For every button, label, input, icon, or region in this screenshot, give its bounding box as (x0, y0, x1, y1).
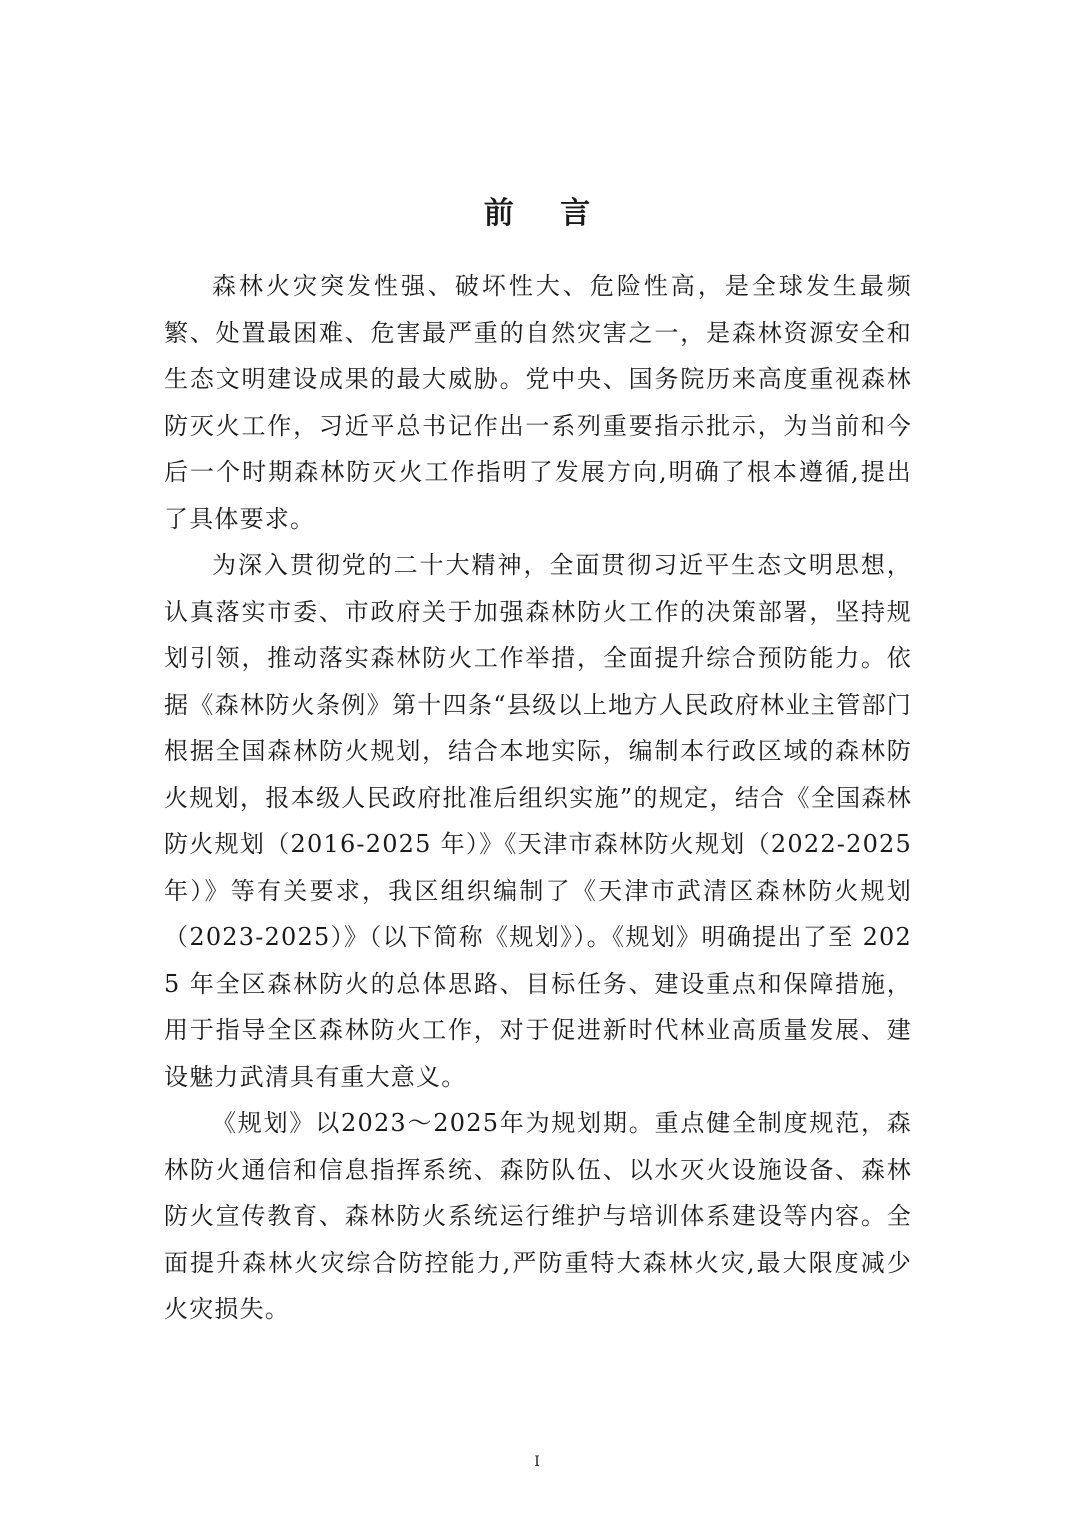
page-number: I (534, 1454, 540, 1470)
paragraph-purpose: 为深入贯彻党的二十大精神，全面贯彻习近平生态文明思想，认真落实市委、市政府关于加强森林防火工作的决策部署，坚持规划引领，推动落实森林防火工作举措，全面提升综合预防能力。依据《森林防火条例》第十四条“县级以上地方人民政府林业主管部门根据全国森林防火规划，结合本地实际，编制本行政区域的森林防火规划，报本级人民政府批准后组织实施”的规定，结合《全国森林防火规划（2016-2025 年）》《天津市森林防火规划（2022-2025 年）》等有关要求，我区组织编制了《天津市武清区森林防火规划（2023-2025）》（以下简称《规划》）。《规划》明确提出了至 2025 年全区森林防火的总体思路、目标任务、建设重点和保障措施，用于指导全区森林防火工作，对于促进新时代林业高质量发展、建设魅力武清具有重大意义。 (164, 551, 912, 1091)
paragraph-scope: 《规划》以2023～2025年为规划期。重点健全制度规范，森林防火通信和信息指挥系统、森防队伍、以水灭火设施设备、森林防火宣传教育、森林防火系统运行维护与培训体系建设等内容。全面提升森林火灾综合防控能力,严防重特大森林火灾,最大限度减少火灾损失。 (164, 1109, 912, 1323)
page-title: 前 言 (483, 196, 609, 232)
body-text (164, 263, 912, 1333)
paragraph-intro: 森林火灾突发性强、破坏性大、危险性高，是全球发生最频繁、处置最困难、危害最严重的自然灾害之一，是森林资源安全和生态文明建设成果的最大威胁。党中央、国务院历来高度重视森林防灭火工作，习近平总书记作出一系列重要指示批示，为当前和今后一个时期森林防灭火工作指明了发展方向,明确了根本遵循,提出了具体要求。 (164, 272, 912, 533)
